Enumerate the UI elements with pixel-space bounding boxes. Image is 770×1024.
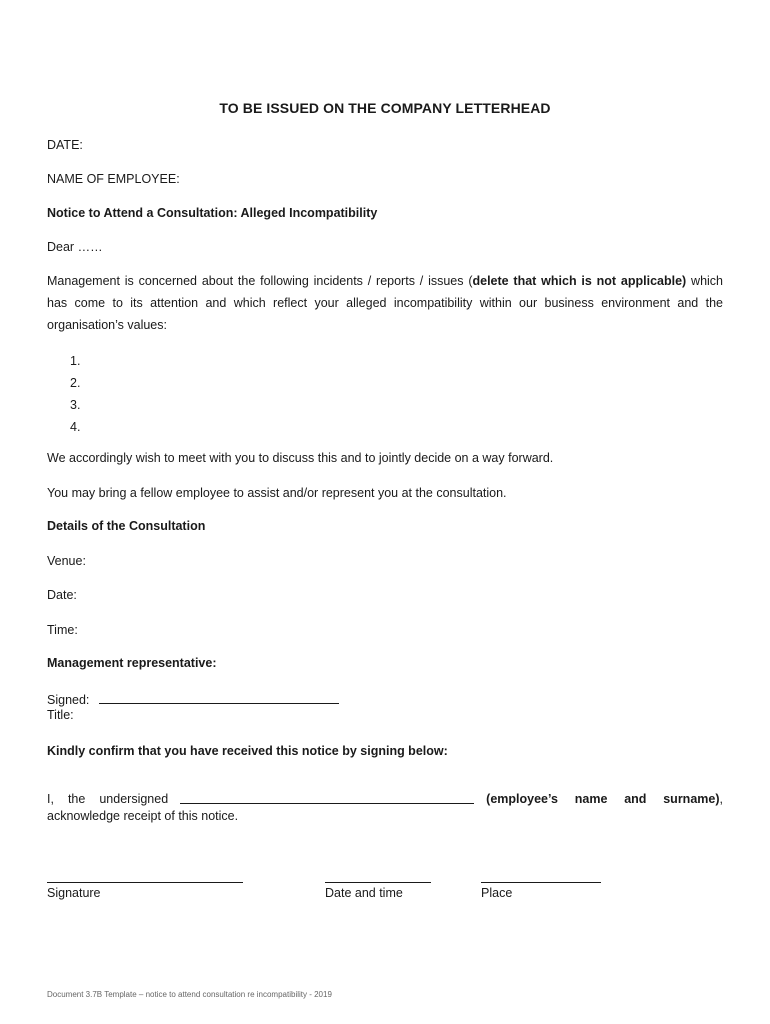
ack-employee-word-last: surname), [663,792,723,806]
ack-word: undersigned [99,792,169,806]
signature-line [47,882,243,883]
ack-word: I, [47,792,54,806]
acknowledgement-row [47,791,723,806]
ack-word: the [67,792,86,806]
letterhead-title: TO BE ISSUED ON THE COMPANY LETTERHEAD [219,100,551,116]
greeting: Dear …… [47,240,103,254]
intro-text-bold: delete that which is not applicable) [472,274,687,288]
date-label: DATE: [47,138,83,152]
bring-employee-paragraph: You may bring a fellow employee to assist and/or represent you at the consultation. [47,486,507,500]
document-footer: Document 3.7B Template – notice to attend consultation re incompatibility - 2019 [47,990,332,999]
ack-employee-word: and [624,792,647,806]
date-time-label: Date and time [325,886,403,900]
intro-text-end: which has come to its attention and which reflect your alleged incompatibility within our business environment and the organisation’s values: [47,274,723,332]
time-label: Time: [47,623,78,637]
employee-name-hint [486,792,723,806]
signed-label: Signed: [47,693,90,707]
employee-name-label: NAME OF EMPLOYEE: [47,172,180,186]
place-line [481,882,601,883]
title-label: Title: [47,708,74,722]
list-item: 2. [70,376,81,390]
intro-paragraph [47,270,723,336]
confirm-heading: Kindly confirm that you have received this notice by signing below: [47,744,448,758]
venue-label: Venue: [47,554,86,568]
signed-row [47,691,339,707]
list-item: 1. [70,354,81,368]
signature-label: Signature [47,886,101,900]
date-time-line [325,882,431,883]
intro-text-start: Management is concerned about the following incidents / reports / issues ( [47,274,473,288]
management-representative-heading: Management representative: [47,656,217,670]
list-item: 3. [70,398,81,412]
consultation-details-heading: Details of the Consultation [47,519,206,533]
employee-name-line [180,791,474,804]
consultation-date-label: Date: [47,588,77,602]
notice-subject: Notice to Attend a Consultation: Alleged Incompatibility [47,206,378,220]
signed-line [99,691,339,704]
list-item: 4. [70,420,81,434]
acknowledge-receipt-text: acknowledge receipt of this notice. [47,809,239,823]
ack-employee-word: name [574,792,608,806]
meet-paragraph: We accordingly wish to meet with you to discuss this and to jointly decide on a way forward. [47,451,554,465]
ack-employee-word: (employee’s [486,792,558,806]
place-label: Place [481,886,513,900]
